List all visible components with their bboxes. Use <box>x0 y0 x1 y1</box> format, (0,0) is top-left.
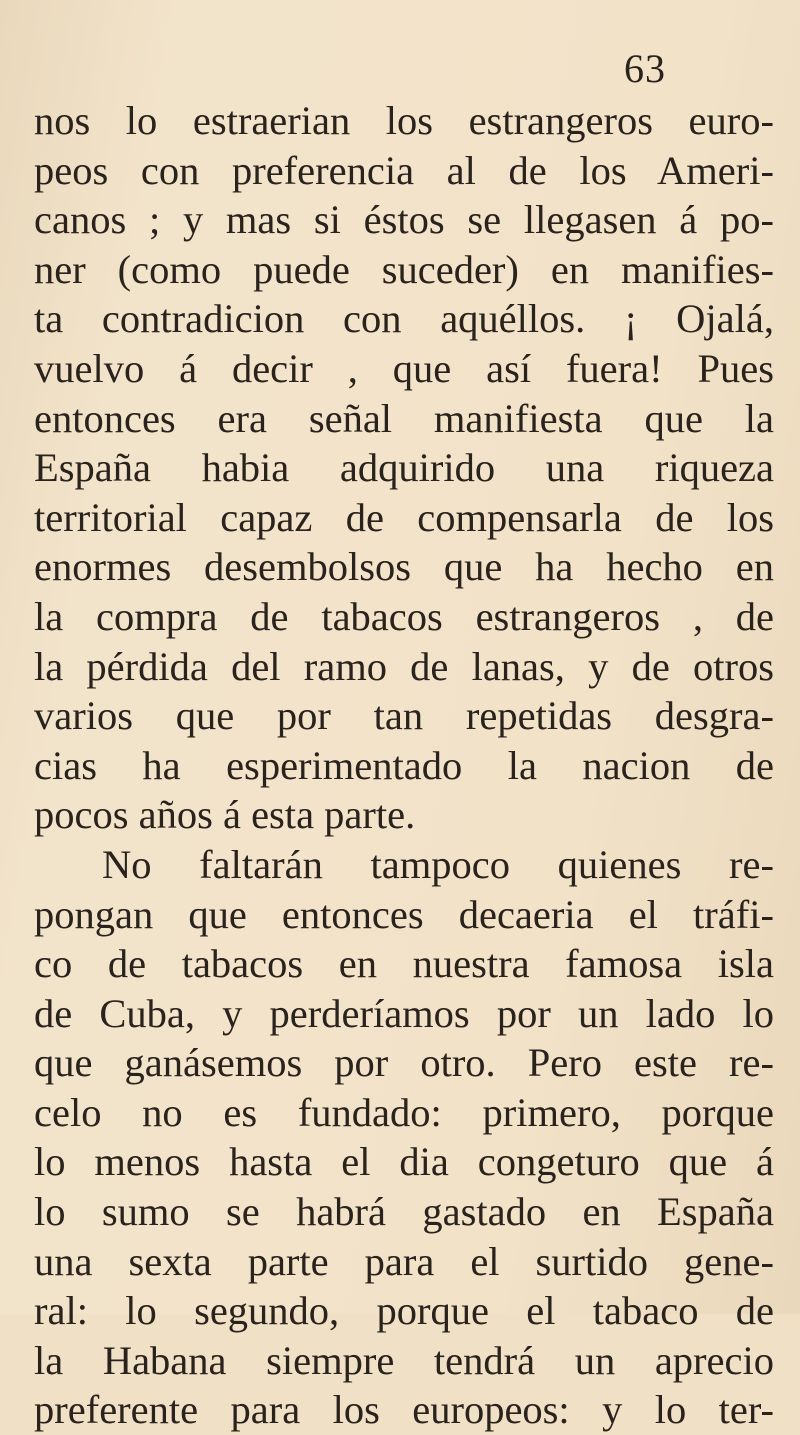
text-line: lo menos hasta el dia congeturo que á <box>34 1139 774 1185</box>
text-line: la compra de tabacos estrangeros , de <box>34 593 774 639</box>
text-line: canos ; y mas si éstos se llegasen á po- <box>34 197 774 243</box>
text-line: co de tabacos en nuestra famosa isla <box>34 941 774 987</box>
body-text <box>34 96 774 1435</box>
text-line: enormes desembolsos que ha hecho en <box>34 544 774 590</box>
paragraph-start-line: No faltarán tampoco quienes re- <box>102 841 774 887</box>
text-line: cias ha esperimentado la nacion de <box>34 742 774 788</box>
text-line: de Cuba, y perderíamos por un lado lo <box>34 990 774 1036</box>
text-line: celo no es fundado: primero, porque <box>34 1089 774 1135</box>
text-line: territorial capaz de compensarla de los <box>34 494 774 540</box>
page-number: 63 <box>624 46 666 91</box>
text-line: preferente para los europeos: y lo ter- <box>34 1387 774 1433</box>
text-line: la Habana siempre tendrá un aprecio <box>34 1337 774 1383</box>
text-line: que ganásemos por otro. Pero este re- <box>34 1040 774 1086</box>
paragraph-end-line: pocos años á esta parte. <box>34 792 416 838</box>
text-line: varios que por tan repetidas desgra- <box>34 693 774 739</box>
text-line: España habia adquirido una riqueza <box>34 445 774 491</box>
text-line: la pérdida del ramo de lanas, y de otros <box>34 643 774 689</box>
text-line: ral: lo segundo, porque el tabaco de <box>34 1288 774 1334</box>
text-line: ta contradicion con aquéllos. ¡ Ojalá, <box>34 296 774 342</box>
text-line: nos lo estraerian los estrangeros euro- <box>34 98 774 143</box>
text-line: vuelvo á decir , que así fuera! Pues <box>34 345 774 391</box>
text-line: lo sumo se habrá gastado en España <box>34 1189 774 1235</box>
text-line: una sexta parte para el surtido gene- <box>34 1238 774 1284</box>
text-line: ner (como puede suceder) en manifies- <box>34 246 774 292</box>
text-line: peos con preferencia al de los Ameri- <box>34 147 774 193</box>
text-line: pongan que entonces decaeria el tráfi- <box>34 891 774 937</box>
text-line: entonces era señal manifiesta que la <box>34 395 774 441</box>
